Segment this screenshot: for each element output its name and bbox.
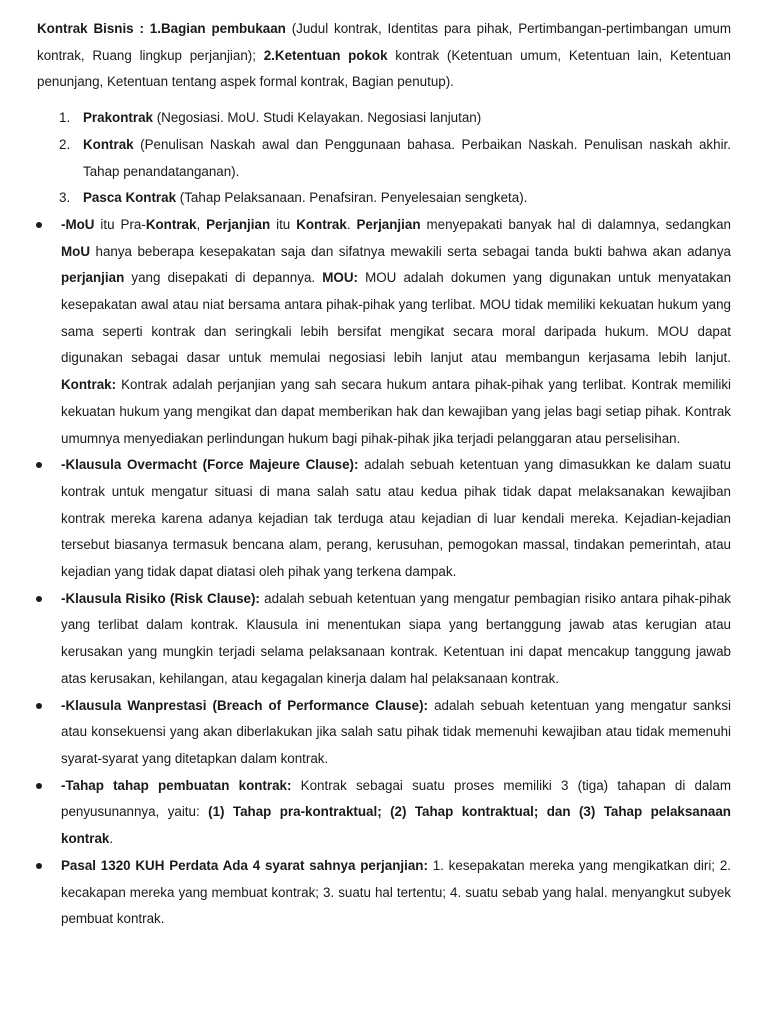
body-text: adalah sebuah ketentuan yang mengatur sanksi atau konsekuensi yang akan diberlakukan jika salah satu pihak tidak memenuhi kewajiban atau tidak memenuhi syarat-syarat yang ditetapkan dalam kontrak. bbox=[61, 697, 731, 766]
contract-stages-list bbox=[37, 105, 731, 212]
body-text: , bbox=[196, 216, 207, 232]
bold-text: -Klausula Overmacht (Force Majeure Clause): bbox=[61, 457, 359, 473]
body-text: itu Pra- bbox=[94, 216, 146, 232]
stage-item bbox=[37, 185, 731, 212]
bullet-icon bbox=[36, 783, 42, 789]
bullet-icon bbox=[36, 222, 42, 228]
bullet-icon bbox=[36, 703, 42, 709]
body-text: adalah sebuah ketentuan yang mengatur pembagian risiko antara pihak-pihak yang terlibat dalam kontrak. Klausula ini menentukan siapa yang bertanggung jawab atas kerugian atau kerusakan yang mungkin terjadi selama pelaksanaan kontrak. Ketentuan ini dapat mencakup tanggung jawab atas kerusakan, kehilangan, atau kegagalan kinerja dalam hal pelaksanaan kontrak. bbox=[61, 590, 731, 686]
stage-number: 1. bbox=[59, 110, 71, 126]
bullet-item-breach-clause bbox=[37, 693, 731, 773]
intro-heading: Kontrak Bisnis : 1.Bagian pembukaan bbox=[37, 21, 286, 36]
bold-text: Perjanjian bbox=[206, 216, 271, 232]
body-text: hanya beberapa kesepakatan saja dan sifatnya mewakili serta sebagai tanda bukti bahwa akan adanya bbox=[90, 243, 731, 259]
bold-text: Kontrak bbox=[296, 216, 347, 232]
bold-text: Kontrak: bbox=[61, 377, 117, 393]
body-text: . bbox=[109, 831, 114, 847]
body-text: itu bbox=[270, 216, 297, 232]
stage-text: (Tahap Pelaksanaan. Penafsiran. Penyelesaian sengketa). bbox=[176, 190, 528, 206]
body-text: yang disepakati di depannya. bbox=[124, 270, 323, 286]
bold-text: Kontrak bbox=[145, 216, 197, 232]
body-text: MOU adalah dokumen yang digunakan untuk menyatakan kesepakatan awal atau niat bersama antara pihak-pihak yang terlibat. MOU tidak memiliki kekuatan hukum yang sama seperti kontrak dan seringkali lebih bersifat mengikat secara moral daripada hukum. MOU dapat digunakan sebagai dasar untuk memulai negosiasi lebih lanjut atau membangun kerjasama lebih lanjut. bbox=[61, 270, 732, 366]
intro-text: kontrak (Ketentuan umum, Ketentuan lain, Ketentuan penunjang, Ketentuan tentang aspek formal kontrak, Bagian penutup). bbox=[37, 47, 731, 90]
bold-text: -MoU bbox=[61, 216, 95, 232]
body-text: Kontrak sebagai suatu proses memiliki 3 (tiga) tahapan di dalam penyusunannya, yaitu: bbox=[61, 777, 731, 820]
stage-text: (Penulisan Naskah awal dan Penggunaan bahasa. Perbaikan Naskah. Penulisan naskah akhir. Tahap penandatanganan). bbox=[83, 136, 731, 179]
bullet-item-mou bbox=[37, 212, 731, 452]
intro-text: (Judul kontrak, Identitas para pihak, Pertimbangan-pertimbangan umum kontrak, Ruang lingkup perjanjian); bbox=[37, 21, 731, 63]
document-page bbox=[37, 16, 731, 933]
stage-title: Prakontrak bbox=[83, 110, 153, 126]
bold-text: MOU: bbox=[322, 270, 358, 286]
stage-item bbox=[37, 105, 731, 132]
bullet-icon bbox=[36, 596, 42, 602]
stage-number: 3. bbox=[59, 190, 71, 206]
bullet-item-pasal-1320 bbox=[37, 853, 731, 933]
stage-item bbox=[37, 132, 731, 185]
bullet-item-force-majeure bbox=[37, 452, 731, 586]
body-text: adalah sebuah ketentuan yang dimasukkan ke dalam suatu kontrak untuk mengatur situasi di mana salah satu atau kedua pihak tidak dapat melaksanakan kewajiban kontrak mereka karena adanya kejadian tak terduga atau kejadian di luar kendali mereka. Kejadian-kejadian tersebut biasanya termasuk bencana alam, perang, kerusuhan, pemogokan massal, tindakan pemerintah, atau kejadian yang tidak dapat diatasi oleh pihak yang terkena dampak. bbox=[61, 457, 731, 580]
bullet-icon bbox=[36, 462, 42, 468]
bold-text: Pasal 1320 KUH Perdata Ada 4 syarat sahnya perjanjian: bbox=[61, 857, 428, 873]
bullet-item-contract-stages bbox=[37, 773, 731, 853]
stage-number: 2. bbox=[59, 136, 71, 152]
bullet-item-risk-clause bbox=[37, 586, 731, 693]
body-text: Kontrak adalah perjanjian yang sah secara hukum antara pihak-pihak yang terlibat. Kontrak memiliki kekuatan hukum yang mengikat dan dapat memberikan hak dan kewajiban yang jelas bagi setiap pihak. Kontrak umumnya menyediakan perlindungan hukum bagi pihak-pihak jika terjadi pelanggaran atau perselisihan. bbox=[61, 377, 731, 446]
bold-text: -Klausula Risiko (Risk Clause): bbox=[61, 590, 260, 606]
bold-text: MoU bbox=[61, 243, 91, 259]
body-text: . bbox=[346, 216, 357, 232]
intro-paragraph bbox=[37, 16, 731, 96]
bold-text: -Tahap tahap pembuatan kontrak: bbox=[61, 777, 292, 793]
bullet-icon bbox=[36, 863, 42, 869]
bold-text: Perjanjian bbox=[356, 216, 421, 232]
bold-text: -Klausula Wanprestasi (Breach of Performance Clause): bbox=[61, 697, 428, 713]
stage-title: Kontrak bbox=[83, 136, 134, 152]
bold-text: (1) Tahap pra-kontraktual; (2) Tahap kontraktual; dan (3) Tahap pelaksanaan kontrak bbox=[61, 804, 731, 847]
bold-text: perjanjian bbox=[61, 270, 125, 286]
body-text: 1. kesepakatan mereka yang mengikatkan diri; 2. kecakapan mereka yang membuat kontrak; 3. suatu hal tertentu; 4. suatu sebab yang halal. menyangkut subyek pembuat kontrak. bbox=[61, 857, 731, 927]
notes-bullet-list bbox=[37, 212, 731, 933]
stage-title: Pasca Kontrak bbox=[83, 190, 177, 206]
intro-subheading: 2.Ketentuan pokok bbox=[263, 47, 388, 63]
stage-text: (Negosiasi. MoU. Studi Kelayakan. Negosiasi lanjutan) bbox=[152, 110, 482, 126]
body-text: menyepakati banyak hal di dalamnya, sedangkan bbox=[420, 216, 731, 232]
